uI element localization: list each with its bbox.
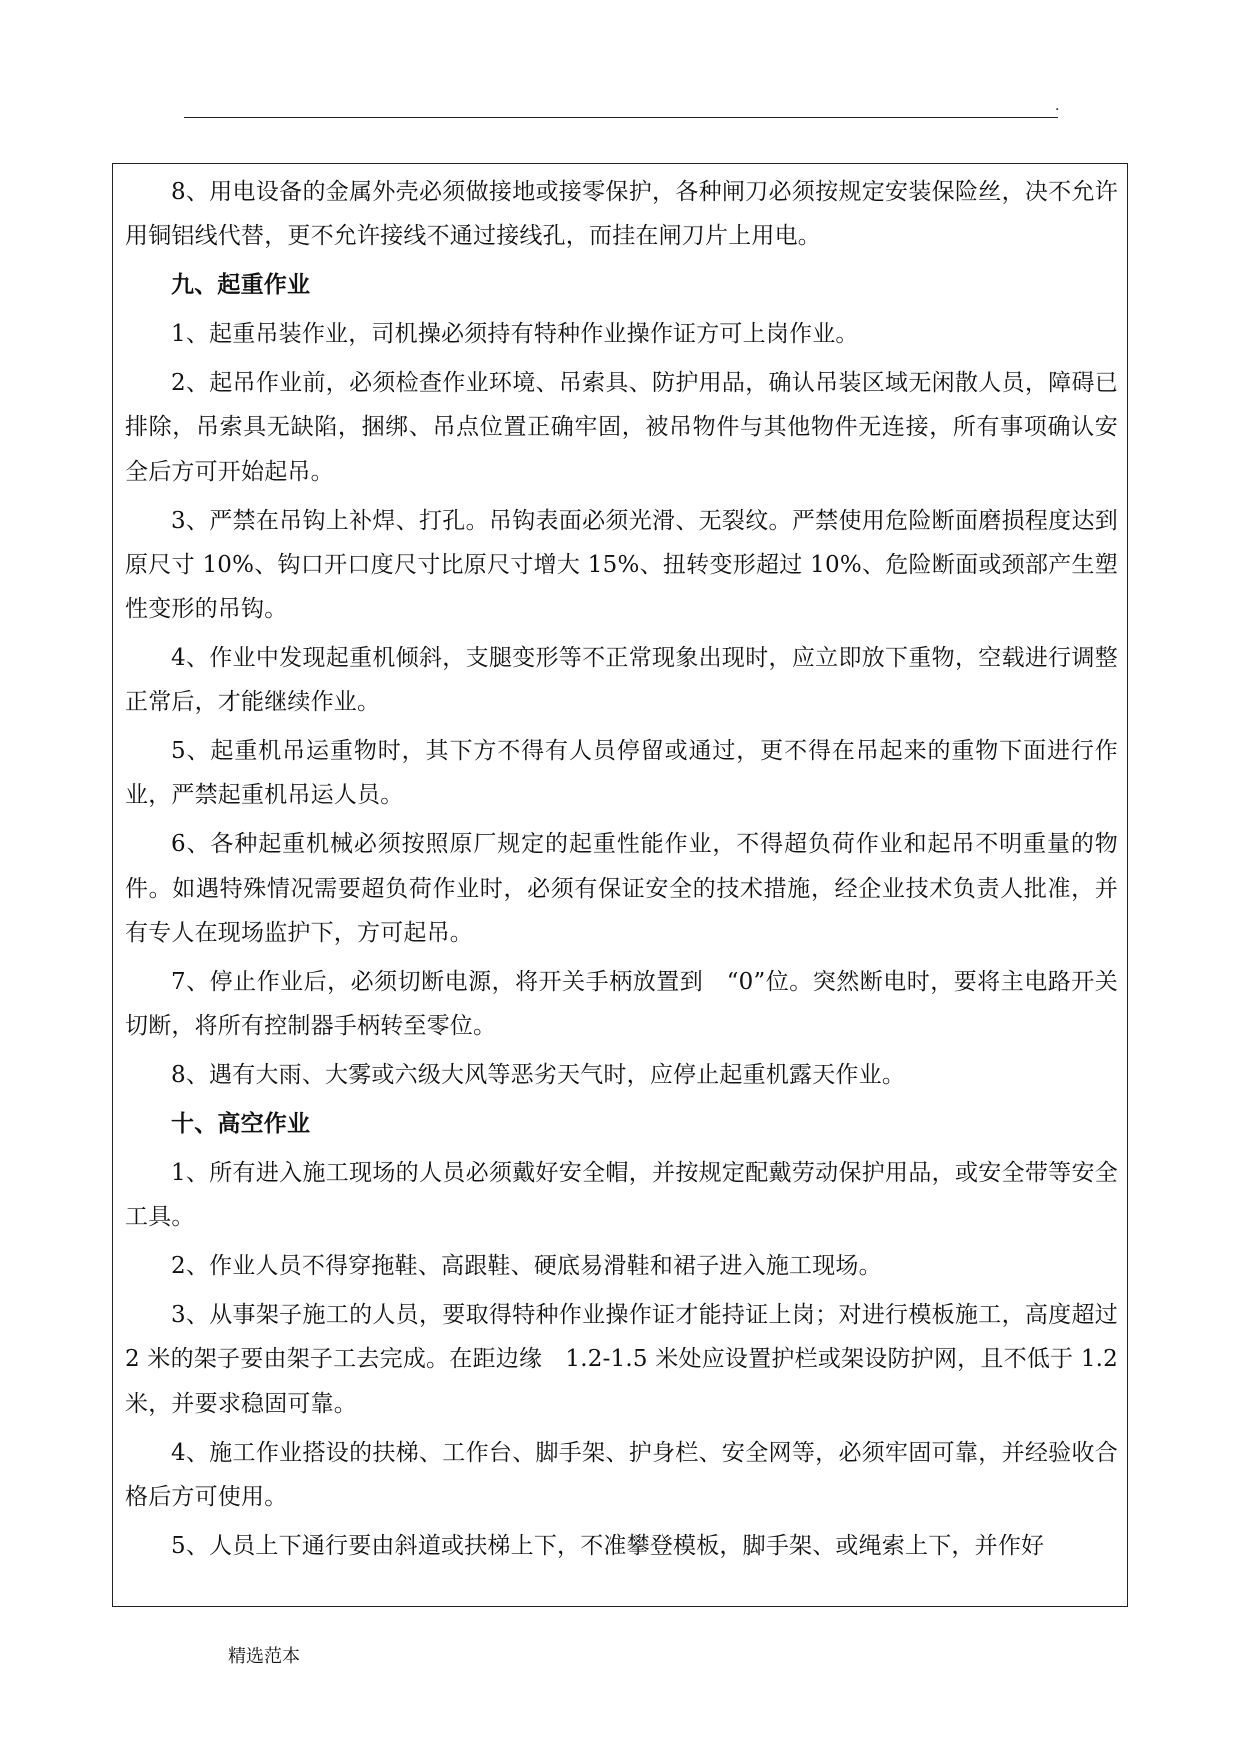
paragraph-lifting-8: 8、遇有大雨、大雾或六级大风等恶劣天气时，应停止起重机露天作业。 <box>171 1062 906 1089</box>
paragraph-lifting-1: 1、起重吊装作业，司机操必须持有特种作业操作证方可上岗作业。 <box>171 321 859 348</box>
header-mark: . <box>1055 98 1060 114</box>
paragraph-lifting-3: 3、严禁在吊钩上补焊、打孔。吊钩表面必须光滑、无裂纹。严禁使用危险断面磨损程度达到原尺寸 10%、钩口开口度尺寸比原尺寸增大 15%、扭转变形超过 10%、危险断面或颈部产生塑性变形的吊钩。 <box>125 507 1118 623</box>
paragraph-height-5: 5、人员上下通行要由斜道或扶梯上下，不准攀登模板，脚手架、或绳索上下，并作好 <box>171 1532 1045 1559</box>
paragraph-height-2: 2、作业人员不得穿拖鞋、高跟鞋、硬底易滑鞋和裙子进入施工现场。 <box>171 1253 882 1280</box>
paragraph-height-1: 1、所有进入施工现场的人员必须戴好安全帽，并按规定配戴劳动保护用品，或安全带等安全工具。 <box>125 1160 1118 1231</box>
paragraph-lifting-7: 7、停止作业后，必须切断电源，将开关手柄放置到 “0”位。突然断电时，要将主电路开关切断，将所有控制器手柄转至零位。 <box>125 968 1118 1040</box>
header-rule <box>184 117 1058 118</box>
paragraph-height-3: 3、从事架子施工的人员，要取得特种作业操作证才能持证上岗；对进行模板施工，高度超过 2 米的架子要由架子工去完成。在距边缘 1.2-1.5 米处应设置护栏或架设防护网，且不低于 1.2 米，并要求稳固可靠。 <box>125 1302 1118 1417</box>
footer-label: 精选范本 <box>228 1646 300 1667</box>
paragraph-lifting-5: 5、起重机吊运重物时，其下方不得有人员停留或通过，更不得在吊起来的重物下面进行作业，严禁起重机吊运人员。 <box>125 738 1118 809</box>
paragraph-item-8-electrical: 8、用电设备的金属外壳必须做接地或接零保护，各种闸刀必须按规定安装保险丝，决不允许用铜铝线代替，更不允许接线不通过接线孔，而挂在闸刀片上用电。 <box>125 179 1118 250</box>
section-heading-high-altitude: 十、高空作业 <box>171 1110 311 1138</box>
document-body <box>125 170 1118 1568</box>
section-heading-lifting: 九、起重作业 <box>171 271 311 299</box>
paragraph-height-4: 4、施工作业搭设的扶梯、工作台、脚手架、护身栏、安全网等，必须牢固可靠，并经验收合格后方可使用。 <box>125 1439 1118 1510</box>
paragraph-lifting-2: 2、起吊作业前，必须检查作业环境、吊索具、防护用品，确认吊装区域无闲散人员，障碍已排除，吊索具无缺陷，捆绑、吊点位置正确牢固，被吊物件与其他物件无连接，所有事项确认安全后方可开始起吊。 <box>125 370 1118 485</box>
paragraph-lifting-6: 6、各种起重机械必须按照原厂规定的起重性能作业，不得超负荷作业和起吊不明重量的物件。如遇特殊情况需要超负荷作业时，必须有保证安全的技术措施，经企业技术负责人批准，并有专人在现场监护下，方可起吊。 <box>125 831 1118 946</box>
paragraph-lifting-4: 4、作业中发现起重机倾斜，支腿变形等不正常现象出现时，应立即放下重物，空载进行调整正常后，才能继续作业。 <box>125 645 1118 716</box>
